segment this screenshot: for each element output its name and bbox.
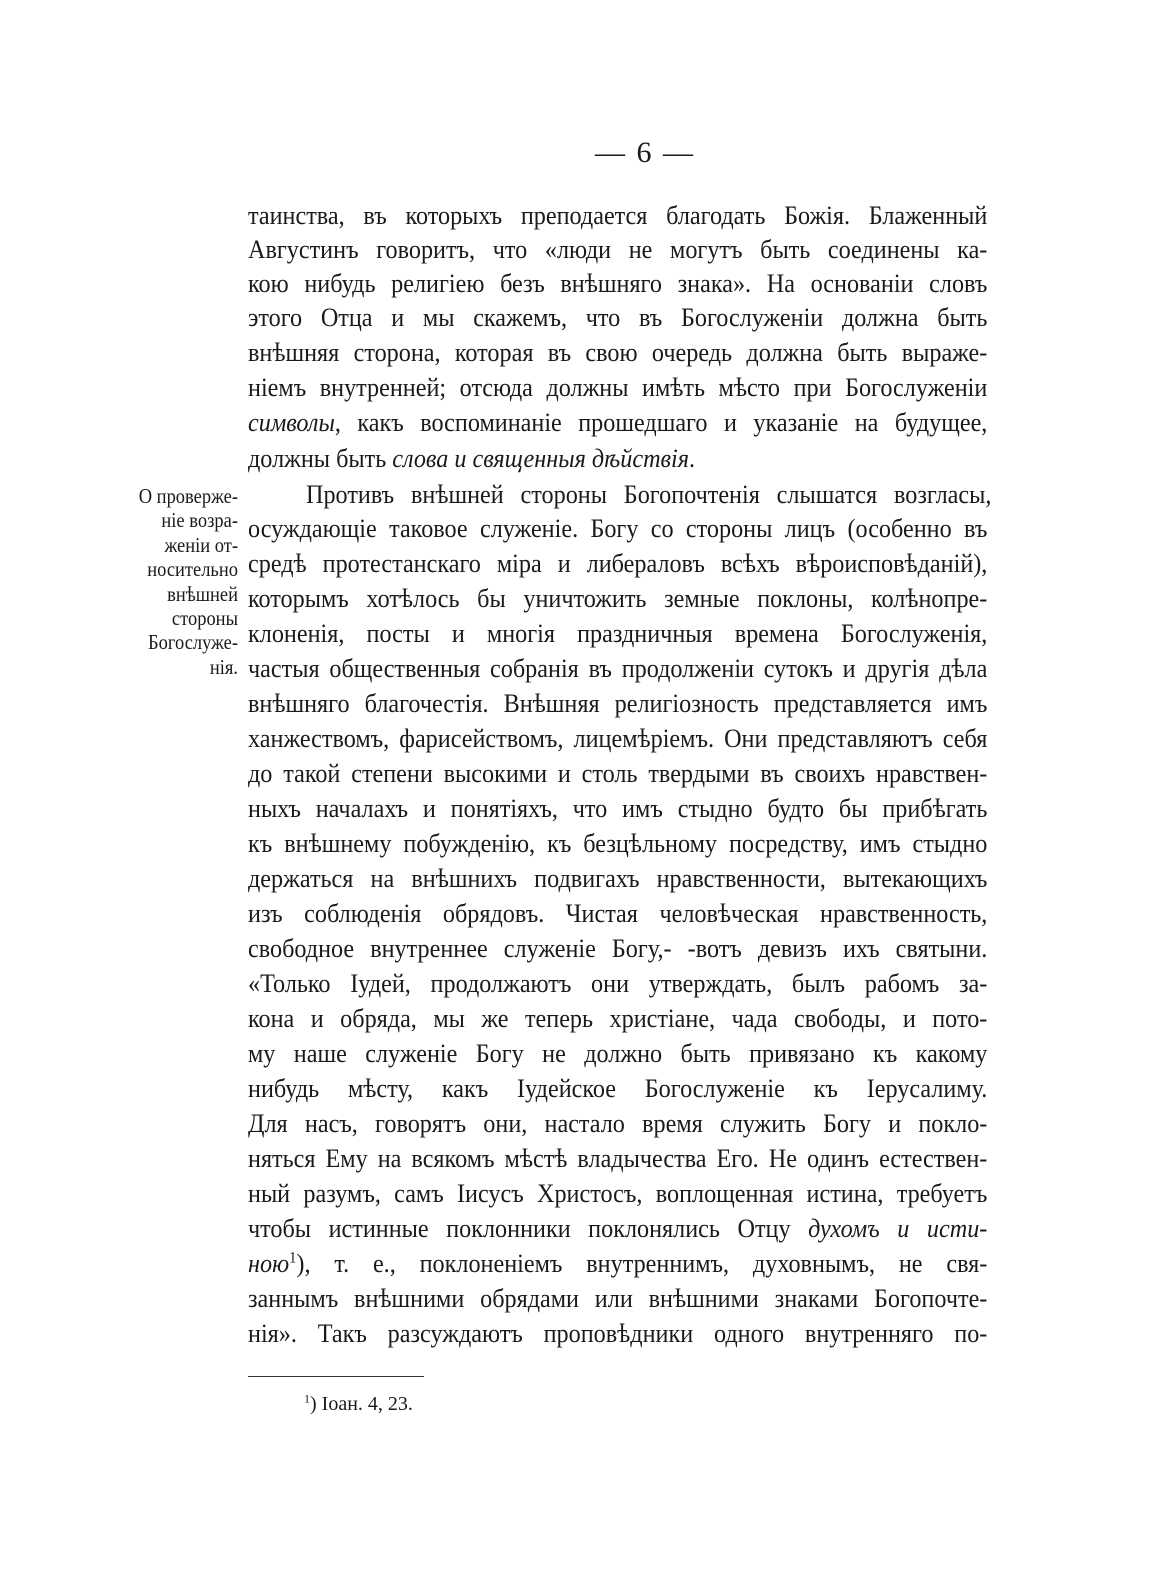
footnote: [304, 1392, 413, 1416]
body-line: «Только Іудей, продолжаютъ они утверждать, былъ рабомъ за-: [248, 969, 988, 998]
side-note-line: стороны: [171, 606, 238, 631]
side-note-line: нія.: [209, 654, 238, 679]
side-note-line: Богослуже-: [148, 630, 238, 655]
body-line: таинства, въ которыхъ преподается благодать Божія. Блаженный: [248, 201, 988, 230]
footnote-divider: [248, 1376, 424, 1377]
body-line: внѣшняя сторона, которая въ свою очередь должна быть выраже-: [248, 338, 988, 367]
body-line: ніемъ внутренней; отсюда должны имѣть мѣсто при Богослуженіи: [248, 373, 988, 402]
footnote-marker: 1: [304, 1391, 310, 1406]
body-line: кою нибудь религіею безъ внѣшняго знака». На основаніи словъ: [248, 269, 988, 298]
body-line: символы, какъ воспоминаніе прошедшаго и указаніе на будущее,: [248, 408, 988, 437]
body-line: заннымъ внѣшними обрядами или внѣшними знаками Богопочте-: [248, 1284, 988, 1313]
body-line: ною$^1$), т. е., поклоненіемъ внутреннимъ, духовнымъ, не свя-: [248, 1249, 988, 1278]
body-line: осуждающіе таковое служеніе. Богу со стороны лицъ (особенно въ: [248, 514, 988, 543]
italic-term: ною: [248, 1249, 290, 1278]
body-line: му наше служеніе Богу не должно быть привязано къ какому: [248, 1039, 988, 1068]
body-line: нибудь мѣсту, какъ Іудейское Богослуженіе къ Іерусалиму.: [248, 1074, 988, 1103]
body-line: которымъ хотѣлось бы уничтожить земные поклоны, колѣнопре-: [248, 584, 988, 613]
body-line: внѣшняго благочестія. Внѣшняя религіозность представляется имъ: [248, 689, 988, 718]
body-line: держаться на внѣшнихъ подвигахъ нравственности, вытекающихъ: [248, 864, 988, 893]
side-note-line: ніе возра-: [161, 508, 238, 533]
italic-term: символы: [248, 408, 335, 437]
body-line: ныхъ началахъ и понятіяхъ, что имъ стыдно будто бы прибѣгать: [248, 794, 988, 823]
body-line: няться Ему на всякомъ мѣстѣ владычества Его. Не одинъ естествен-: [248, 1144, 988, 1173]
body-line: частыя общественныя собранія въ продолженіи сутокъ и другія дѣла: [248, 654, 988, 683]
side-note-line: внѣшней: [167, 581, 238, 606]
body-line: клоненія, посты и многія праздничныя времена Богослуженія,: [248, 619, 988, 648]
body-line: ханжествомъ, фарисействомъ, лицемѣріемъ. Они представляютъ себя: [248, 724, 988, 753]
body-line: средѣ протестанскаго міра и либераловъ всѣхъ вѣроисповѣданій),: [248, 549, 988, 578]
italic-term: духомъ и исти-: [808, 1214, 988, 1243]
footnote-ref: 1: [289, 1249, 297, 1267]
body-line: къ внѣшнему побужденію, къ безцѣльному посредству, имъ стыдно: [248, 829, 988, 858]
body-line: нія». Такъ разсуждаютъ проповѣдники одного внутренняго по-: [248, 1319, 988, 1348]
body-line: ный разумъ, самъ Іисусъ Христосъ, воплощенная истина, требуетъ: [248, 1179, 988, 1208]
page-number: — 6 —: [595, 136, 695, 169]
body-line: свободное внутреннее служеніе Богу,- -вотъ девизъ ихъ святыни.: [248, 934, 988, 963]
body-line: кона и обряда, мы же теперь христіане, чада свободы, и пото-: [248, 1004, 988, 1033]
body-line: Августинъ говоритъ, что «люди не могутъ быть соединены ка-: [248, 235, 988, 264]
italic-term: слова и священныя дѣйствія: [392, 444, 690, 473]
paragraph-start-line: Противъ внѣшней стороны Богопочтенія слышатся возгласы,: [306, 480, 992, 509]
body-line: должны быть слова и священныя дѣйствія.: [248, 444, 696, 473]
body-line: чтобы истинные поклонники поклонялись Отцу духомъ и исти-: [248, 1214, 988, 1243]
side-note-line: носительно: [147, 557, 238, 582]
side-note-line: женіи от-: [164, 532, 238, 557]
body-line: до такой степени высокими и столь твердыми въ своихъ нравствен-: [248, 759, 988, 788]
body-line: Для насъ, говорятъ они, настало время служить Богу и покло-: [248, 1109, 988, 1138]
body-line: этого Отца и мы скажемъ, что въ Богослуженіи должна быть: [248, 303, 988, 332]
body-line: изъ соблюденія обрядовъ. Чистая человѣческая нравственность,: [248, 899, 988, 928]
side-note-line: О проверже-: [138, 484, 238, 508]
footnote-text: ) Іоан. 4, 23.: [310, 1393, 413, 1415]
side-note: [112, 484, 238, 679]
